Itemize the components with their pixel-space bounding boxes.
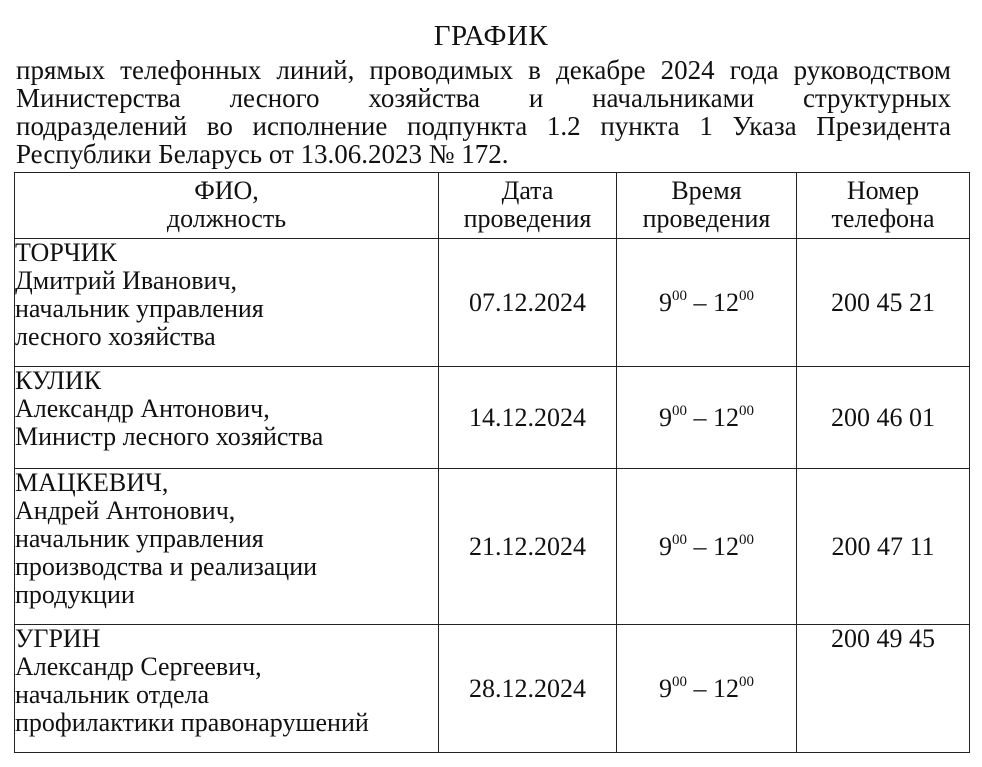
fio-name: Андрей Антонович, <box>15 496 236 525</box>
fio-position: начальник управления <box>15 524 264 553</box>
table-row <box>15 239 970 367</box>
fio-position: начальник отдела <box>15 680 210 709</box>
cell-date: 07.12.2024 <box>439 239 617 367</box>
fio-surname: ТОРЧИК <box>15 238 117 267</box>
intro-line: прямых телефонных линий, проводимых в декабре 2024 года руководством <box>16 55 951 85</box>
header-phone: Номер телефона <box>797 173 970 239</box>
fio-position: лесного хозяйства <box>15 322 216 351</box>
cell-phone: 200 47 11 <box>797 469 970 625</box>
fio-position: Министр лесного хозяйства <box>15 422 324 451</box>
document-title: ГРАФИК <box>433 20 549 52</box>
cell-fio <box>15 367 439 469</box>
cell-date: 21.12.2024 <box>439 469 617 625</box>
fio-name: Александр Сергеевич, <box>15 652 262 681</box>
table-row <box>15 625 970 753</box>
cell-time: $9^{00} - 12^{00}$ <box>617 625 797 753</box>
fio-name: Дмитрий Иванович, <box>15 266 238 295</box>
header-fio: ФИО, должность <box>15 173 439 239</box>
fio-position: начальник управления <box>15 294 264 323</box>
cell-phone: 200 49 45 <box>797 625 970 753</box>
table-row <box>15 367 970 469</box>
fio-surname: КУЛИК <box>15 366 102 395</box>
cell-fio <box>15 625 439 753</box>
cell-fio <box>15 469 439 625</box>
cell-time: $9^{00} - 12^{00}$ <box>617 469 797 625</box>
cell-time: $9^{00} - 12^{00}$ <box>617 367 797 469</box>
fio-surname: УГРИН <box>15 624 101 653</box>
schedule-table <box>14 172 970 753</box>
table-header-row <box>15 173 970 239</box>
table-row <box>15 469 970 625</box>
intro-line: подразделений во исполнение подпункта 1.2 пункта 1 Указа Президента <box>16 111 951 141</box>
cell-date: 14.12.2024 <box>439 367 617 469</box>
header-time: Время проведения <box>617 173 797 239</box>
cell-fio <box>15 239 439 367</box>
fio-position: профилактики правонарушений <box>15 708 369 737</box>
fio-position: производства и реализации <box>15 552 318 581</box>
cell-phone: 200 46 01 <box>797 367 970 469</box>
cell-time: $9^{00} - 12^{00}$ <box>617 239 797 367</box>
fio-name: Александр Антонович, <box>15 394 270 423</box>
fio-position: продукции <box>15 580 135 609</box>
document-intro <box>16 56 951 168</box>
intro-line: Министерства лесного хозяйства и начальниками структурных <box>16 83 951 113</box>
cell-date: 28.12.2024 <box>439 625 617 753</box>
fio-surname: МАЦКЕВИЧ, <box>15 468 169 497</box>
cell-phone: 200 45 21 <box>797 239 970 367</box>
header-date: Дата проведения <box>439 173 617 239</box>
intro-line: Республики Беларусь от 13.06.2023 № 172. <box>16 139 509 169</box>
